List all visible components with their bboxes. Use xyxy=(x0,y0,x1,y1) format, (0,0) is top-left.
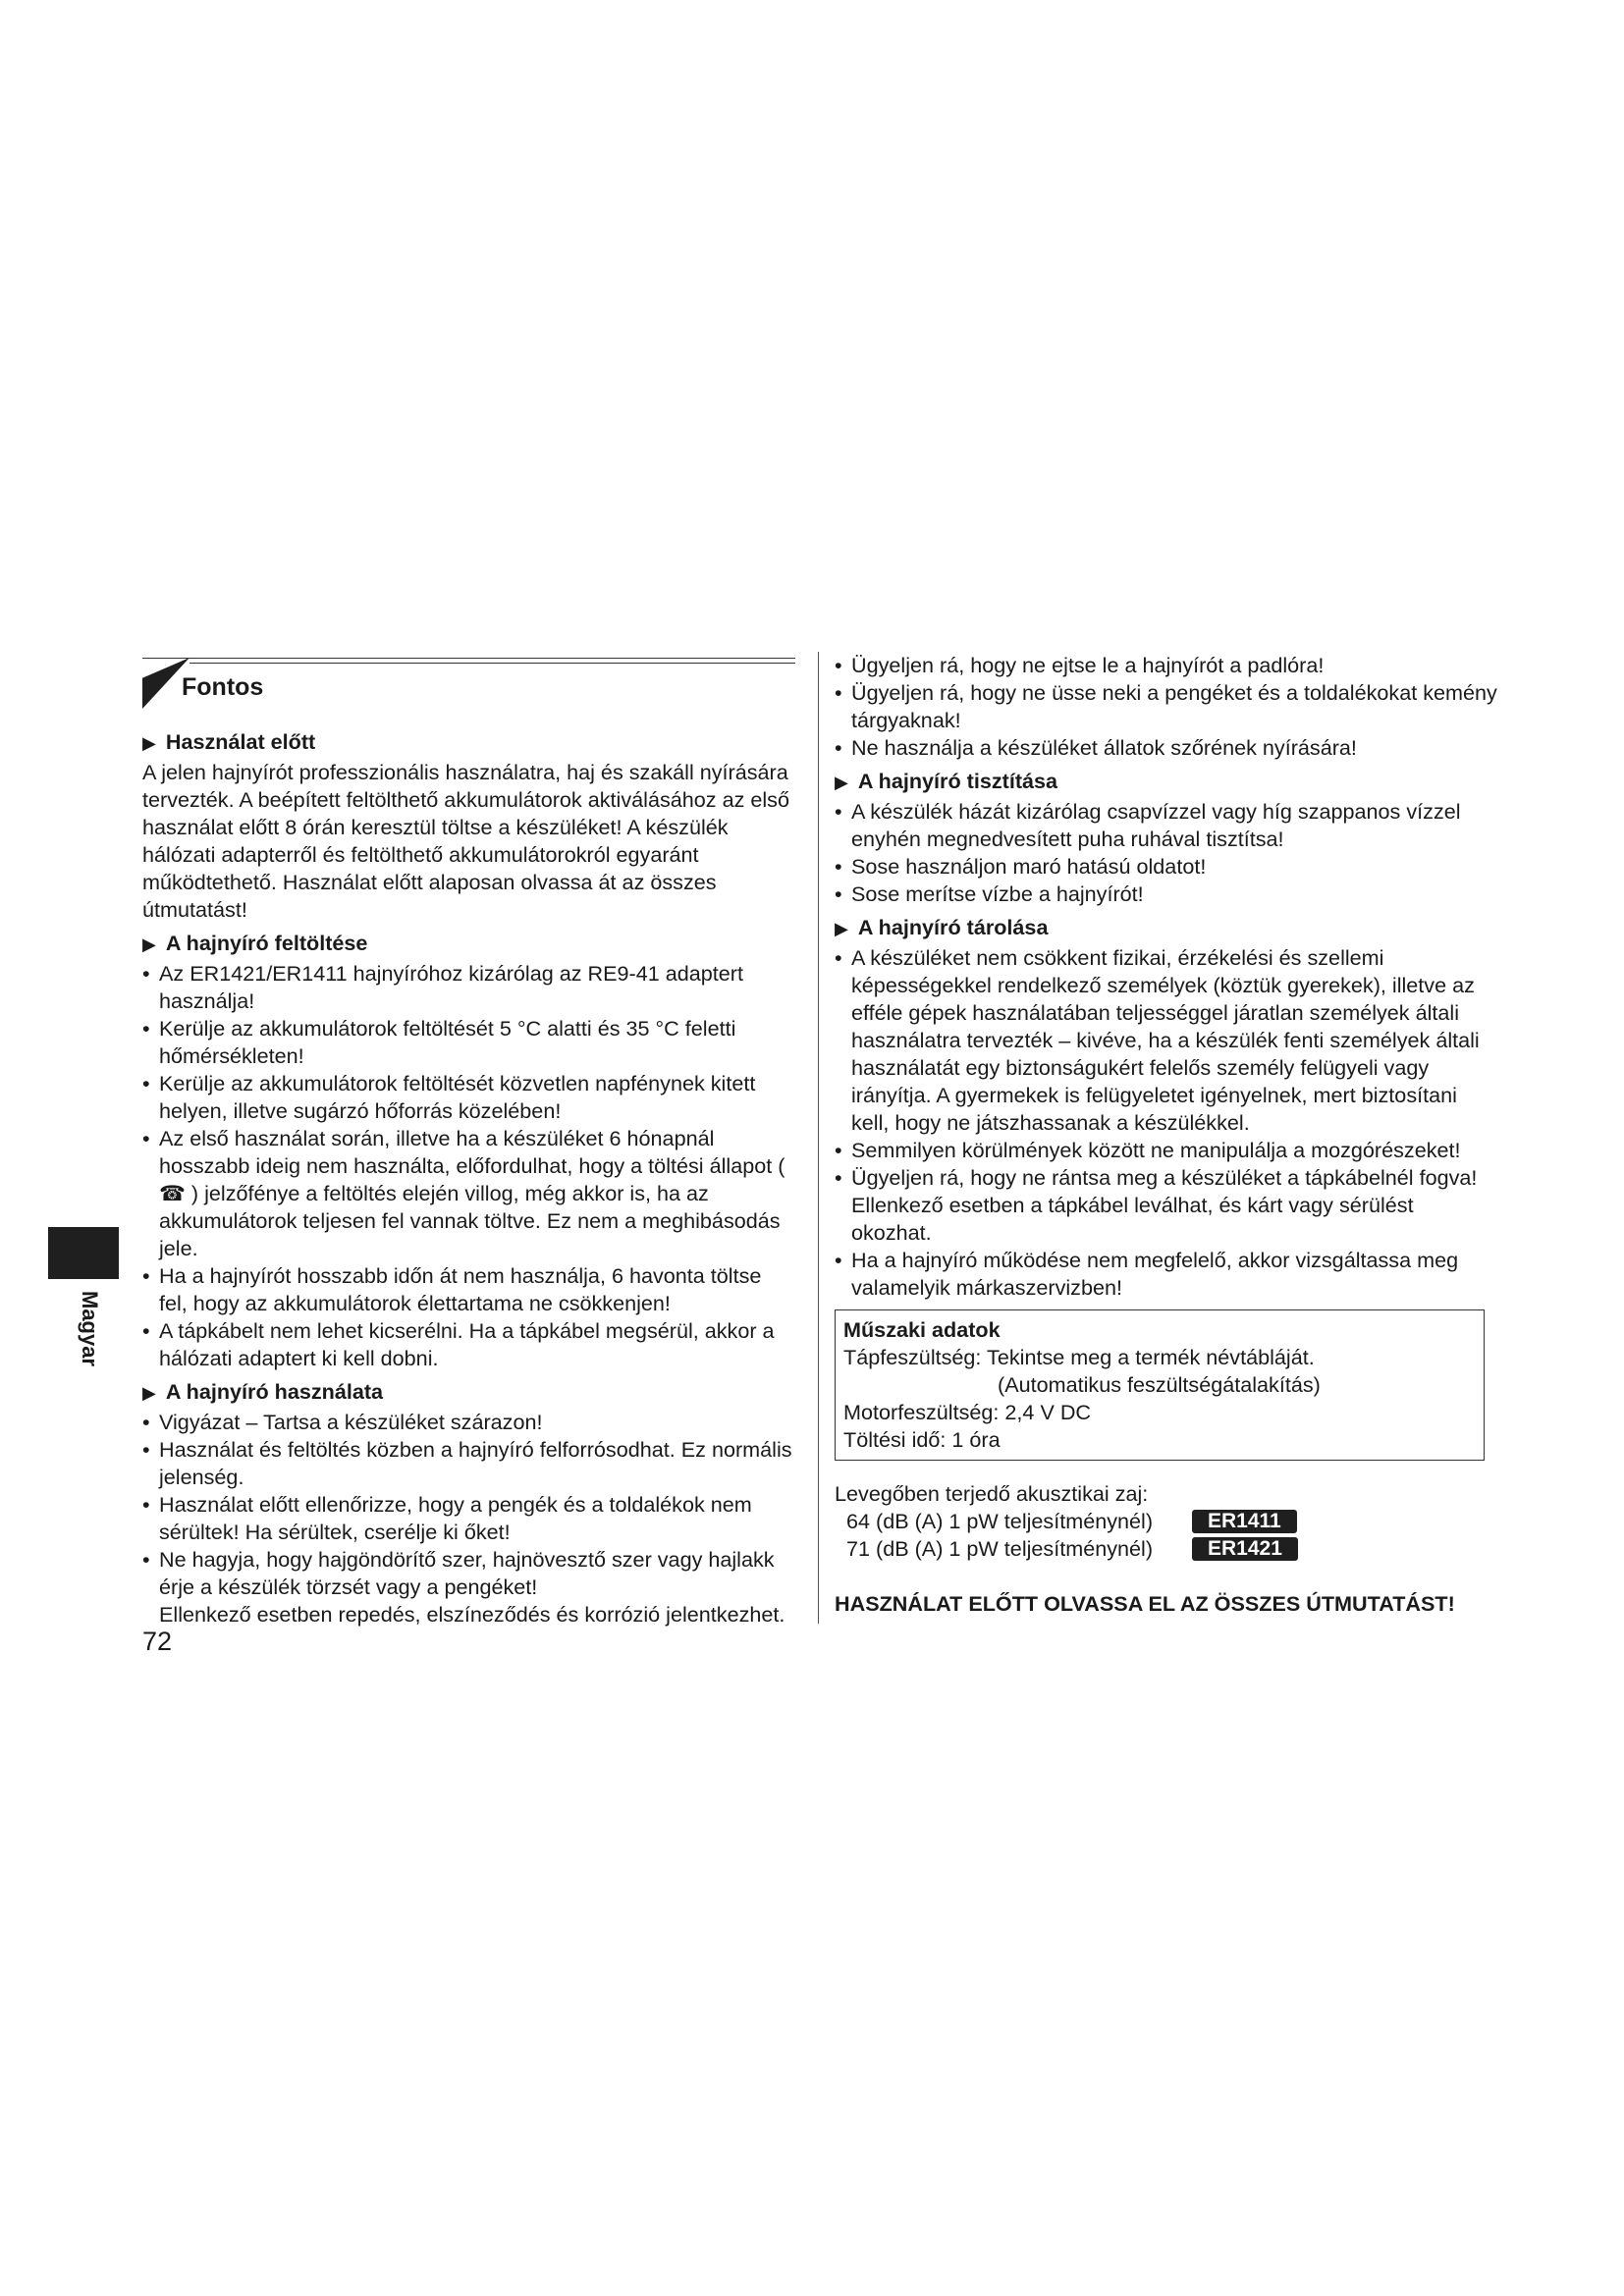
left-column xyxy=(142,652,795,1629)
noise-title: Levegőben terjedő akusztikai zaj: xyxy=(835,1481,1149,1506)
list-item: • Ügyeljen rá, hogy ne rántsa meg a készüléket a tápkábelnél fogva! Ellenkező esetben a tápkábel leválhat, és kárt vagy sérülést okozhat. xyxy=(835,1164,1497,1247)
model-badge: ER1411 xyxy=(1192,1510,1297,1533)
language-tab-marker xyxy=(48,1227,119,1279)
charging-list xyxy=(142,960,795,1372)
list-item: • Ne hagyja, hogy hajgöndörítő szer, hajnövesztő szer vagy hajlakk érje a készülék törzsét vagy a pengéket! xyxy=(142,1546,795,1601)
list-item: • Használat és feltöltés közben a hajnyíró felforrósodhat. Ez normális jelenség. xyxy=(142,1436,795,1491)
noise-value: 71 (dB (A) 1 pW teljesítménynél) xyxy=(846,1536,1154,1561)
list-item: • Sose merítse vízbe a hajnyírót! xyxy=(835,881,1497,908)
arrow-icon: ▶ xyxy=(142,733,156,753)
heading-storage: ▶ A hajnyíró tárolása xyxy=(835,914,1497,942)
heading-cleaning: ▶ A hajnyíró tisztítása xyxy=(835,768,1497,796)
model-badge: ER1421 xyxy=(1192,1537,1298,1561)
storage-list xyxy=(835,944,1497,1302)
section-header xyxy=(142,652,795,707)
noise-row xyxy=(835,1508,1497,1535)
header-rule-2 xyxy=(189,663,795,664)
list-item: • Ha a hajnyíró működése nem megfelelő, akkor vizsgáltassa meg valamelyik márkaszervizben! xyxy=(835,1247,1497,1302)
list-item: • Vigyázat – Tartsa a készüléket szárazon! xyxy=(142,1409,795,1436)
list-item: • Az ER1421/ER1411 hajnyíróhoz kizárólag az RE9-41 adaptert használja! xyxy=(142,960,795,1015)
list-item: • Ha a hajnyírót hosszabb időn át nem használja, 6 havonta töltse fel, hogy az akkumulátorok élettartama ne csökkenjen! xyxy=(142,1262,795,1317)
spec-motor-voltage: Motorfeszültség: 2,4 V DC xyxy=(843,1400,1092,1424)
usage-tail-text: Ellenkező esetben repedés, elszíneződés és korrózió jelentkezhet. xyxy=(159,1602,785,1627)
list-item: • Kerülje az akkumulátorok feltöltését 5 °C alatti és 35 °C feletti hőmérsékleten! xyxy=(142,1015,795,1070)
list-item: • Ne használja a készüléket állatok szőrének nyírására! xyxy=(835,734,1497,762)
list-item: • Kerülje az akkumulátorok feltöltését közvetlen napfénynek kitett helyen, illetve sugárzó hőforrás közelében! xyxy=(142,1070,795,1125)
list-item: • Ügyeljen rá, hogy ne üsse neki a pengéket és a toldalékokat kemény tárgyaknak! xyxy=(835,679,1497,734)
list-item: • Semmilyen körülmények között ne manipulálja a mozgórészeket! xyxy=(835,1137,1497,1164)
specifications-box xyxy=(835,1309,1485,1461)
final-warning: HASZNÁLAT ELŐTT OLVASSA EL AZ ÖSSZES ÚTMUTATÁST! xyxy=(835,1591,1455,1616)
list-item: • A készüléket nem csökkent fizikai, érzékelési és szellemi képességekkel rendelkező személyek (köztük gyerekek), illetve az efféle gépek használatában teljességgel járatlan személyek általi használatra tervezték – kivéve, ha a készülék fenti személyek általi használatát egy biztonságukért felelős személy felügyeli vagy irányítja. A gyermekek is felügyeletet igényelnek, mert biztosítani kell, hogy ne játszhassanak a készülékkel. xyxy=(835,944,1497,1137)
list-item: • Sose használjon maró hatású oldatot! xyxy=(835,853,1497,881)
noise-value: 64 (dB (A) 1 pW teljesítménynél) xyxy=(846,1509,1154,1533)
right-column xyxy=(835,652,1497,1618)
specifications-title: Műszaki adatok xyxy=(843,1317,1001,1342)
arrow-icon: ▶ xyxy=(142,934,156,954)
noise-row xyxy=(835,1535,1497,1563)
list-item: • Ügyeljen rá, hogy ne ejtse le a hajnyírót a padlóra! xyxy=(835,652,1497,679)
heading-charging: ▶ A hajnyíró feltöltése xyxy=(142,930,795,958)
page-number: 72 xyxy=(142,1627,173,1656)
spec-supply-voltage-note: (Automatikus feszültségátalakítás) xyxy=(998,1372,1321,1397)
spec-charging-time: Töltési idő: 1 óra xyxy=(843,1427,1001,1452)
arrow-icon: ▶ xyxy=(835,773,848,792)
language-tab-label: Magyar xyxy=(78,1291,102,1367)
heading-usage: ▶ A hajnyíró használata xyxy=(142,1378,795,1407)
handling-list xyxy=(835,652,1497,762)
column-divider xyxy=(818,652,819,1624)
spec-supply-voltage: Tápfeszültség: Tekintse meg a termék névtábláját. xyxy=(843,1345,1315,1369)
list-item: • A készülék házát kizárólag csapvízzel vagy híg szappanos vízzel enyhén megnedvesített puha ruhával tisztítsa! xyxy=(835,798,1497,853)
list-item: • A tápkábelt nem lehet kicserélni. Ha a tápkábel megsérül, akkor a hálózati adaptert ki kell dobni. xyxy=(142,1317,795,1372)
header-rule xyxy=(142,658,795,659)
list-item: • Használat előtt ellenőrizze, hogy a pengék és a toldalékok nem sérültek! Ha sérültek, cserélje ki őket! xyxy=(142,1491,795,1546)
intro-paragraph: A jelen hajnyírót professzionális használatra, haj és szakáll nyírására tervezték. A beépített feltölthető akkumulátorok aktiválásához az első használat előtt 8 órán keresztül töltse a készüléket! A készülék hálózati adapterről és feltölthető akkumulátorokról egyaránt működtethető. Használat előtt alaposan olvassa át az összes útmutatást! xyxy=(142,760,789,922)
arrow-icon: ▶ xyxy=(142,1383,156,1403)
arrow-icon: ▶ xyxy=(835,919,848,938)
cleaning-list xyxy=(835,798,1497,908)
page-title: Fontos xyxy=(182,673,264,701)
list-item: • Az első használat során, illetve ha a készüléket 6 hónapnál hosszabb ideig nem használta, előfordulhat, hogy a töltési állapot ( ☎ ) jelzőfénye a feltöltés elején villog, még akkor is, ha az akkumulátorok teljesen fel vannak töltve. Ez nem a meghibásodás jele. xyxy=(142,1125,795,1262)
usage-list xyxy=(142,1409,795,1601)
heading-before-use: ▶ Használat előtt xyxy=(142,728,795,757)
